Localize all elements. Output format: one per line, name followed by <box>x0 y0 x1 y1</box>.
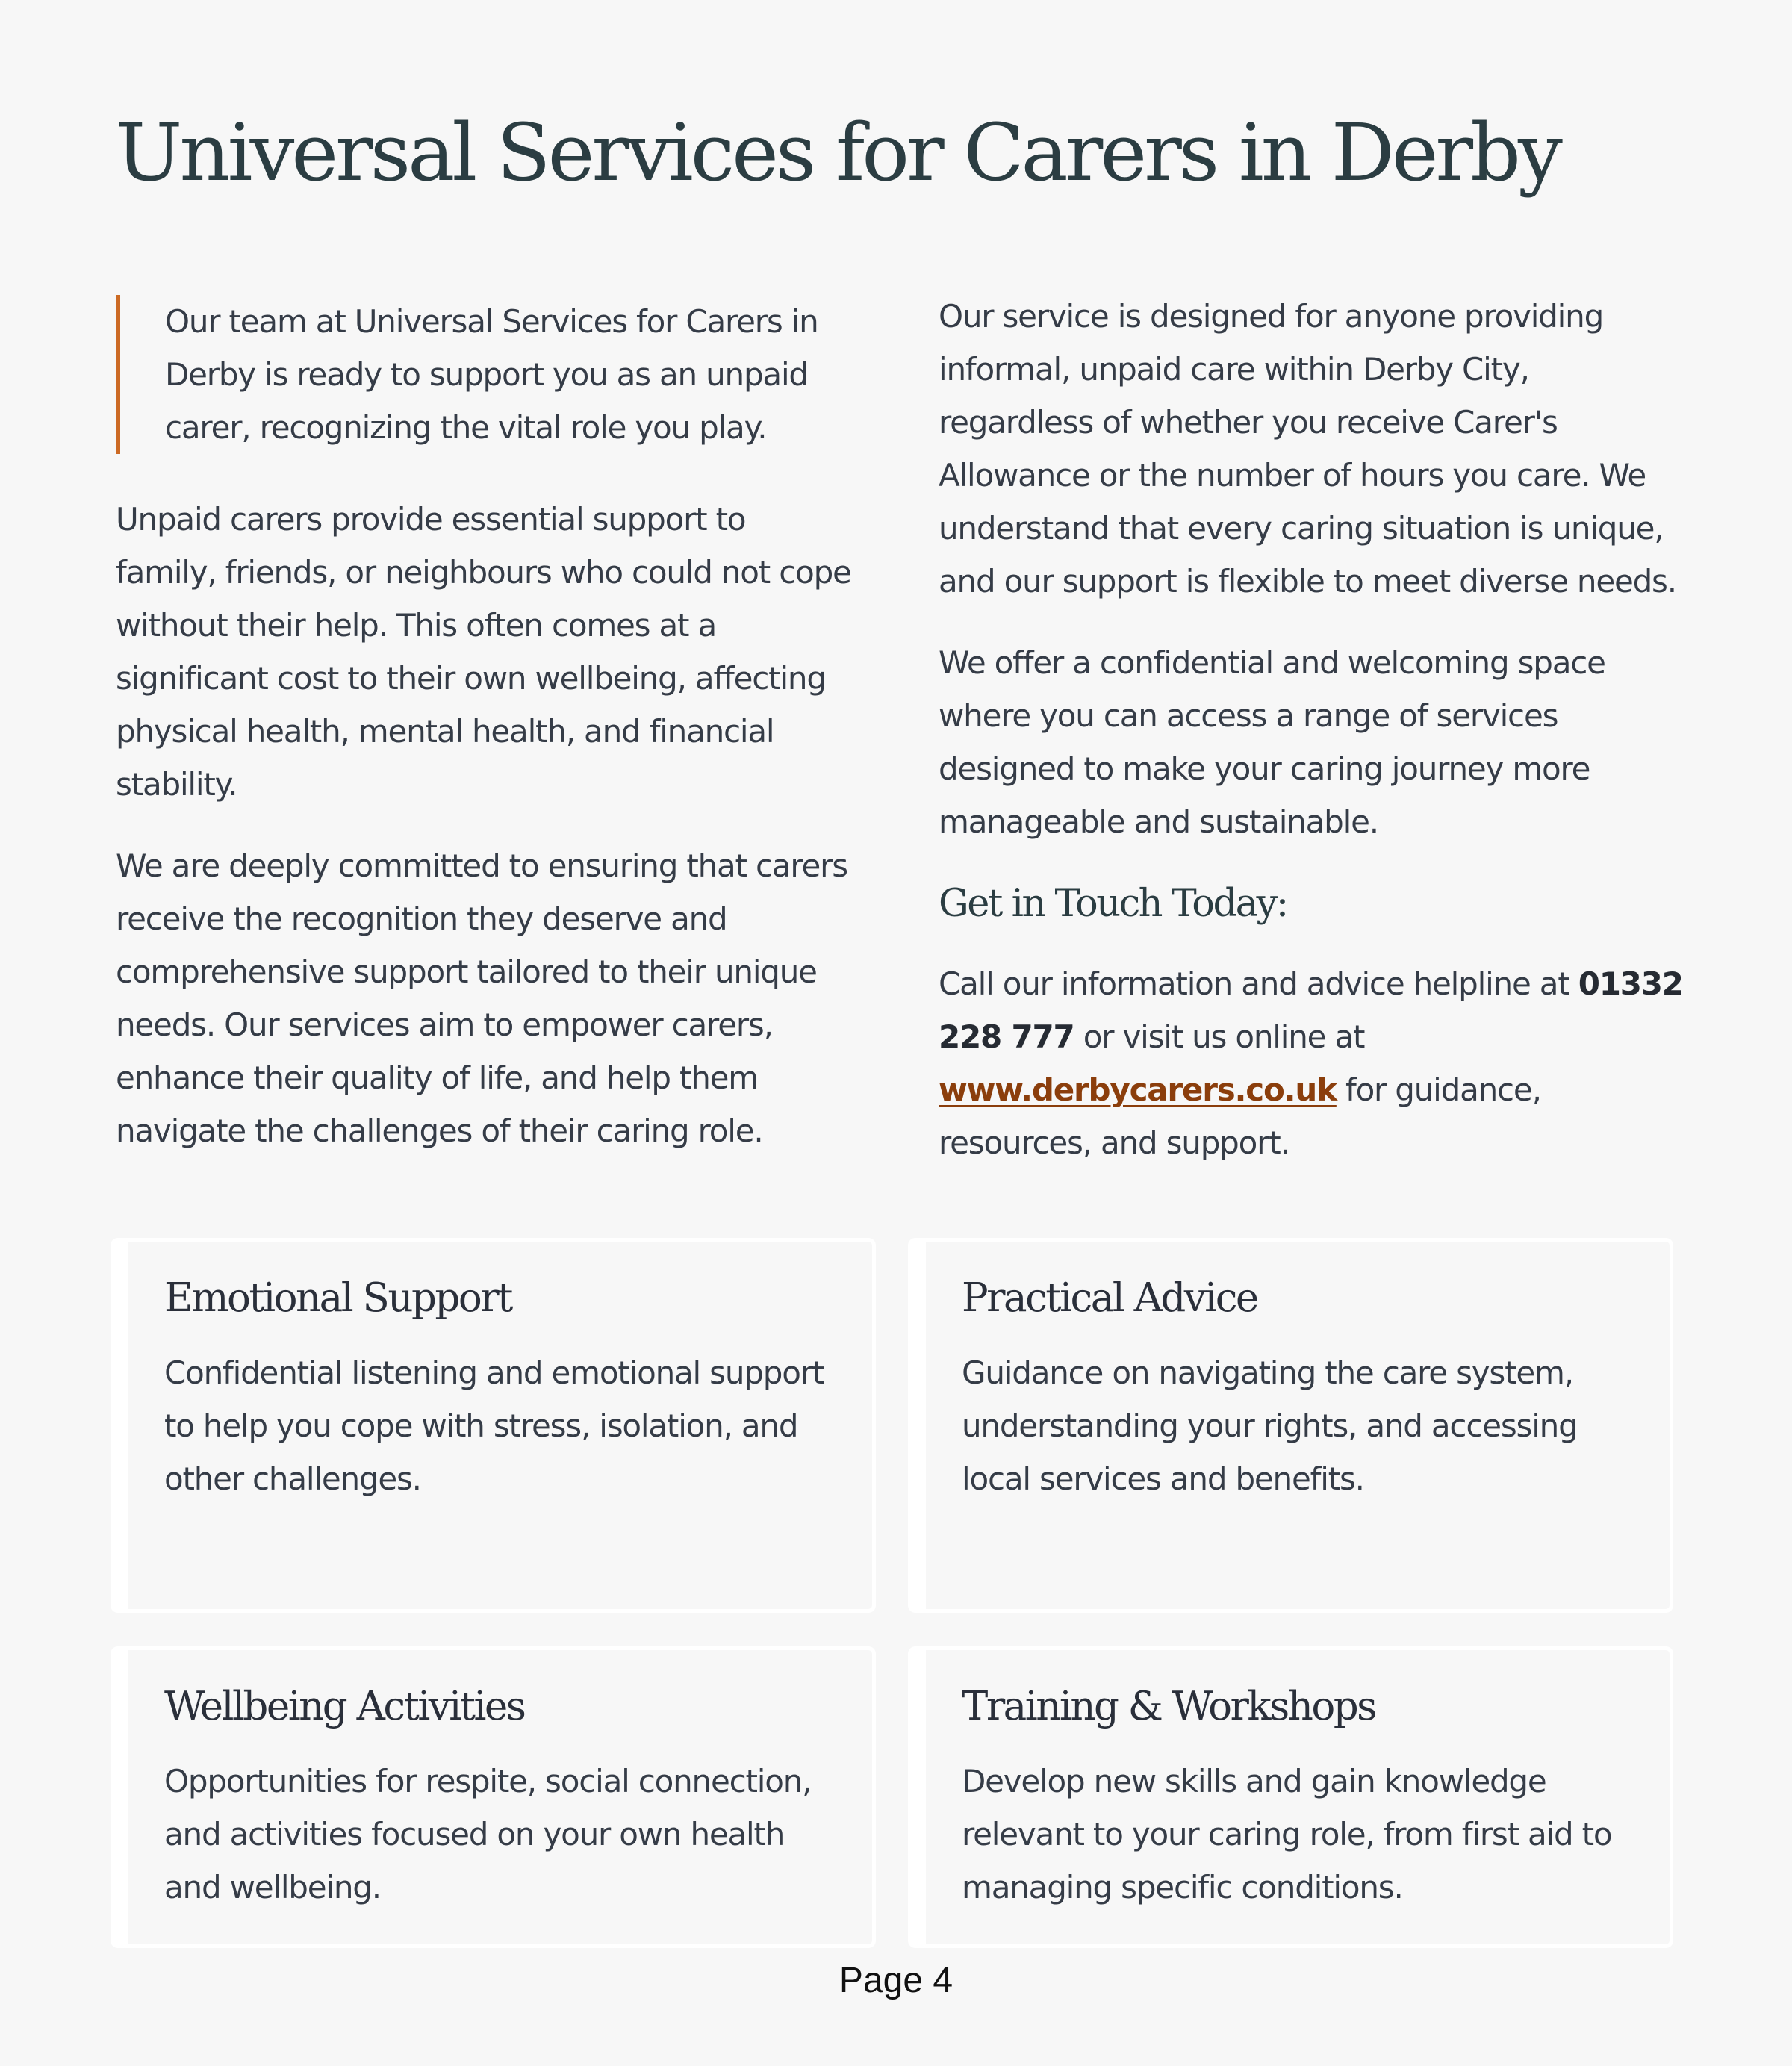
contact-suffix: for guidance, resources, and support. <box>939 1071 1541 1161</box>
contact-paragraph <box>939 957 1685 1169</box>
contact-prefix: Call our information and advice helpline at <box>939 965 1578 1002</box>
right-column <box>939 290 1685 1169</box>
service-card-wellbeing-activities <box>111 1646 876 1948</box>
paragraph-unpaid-carers: Unpaid carers provide essential support to family, friends, or neighbours who could not cope without their help. This often comes at a significant cost to their own wellbeing, affecting physical health, mental health, and financial stability. <box>116 501 851 803</box>
page-number: Page 4 <box>839 1961 953 2000</box>
intro-quote-text: Our team at Universal Services for Carers in Derby is ready to support you as an unpaid carer, recognizing the vital role you play. <box>165 303 818 446</box>
website-link[interactable]: www.derbycarers.co.uk <box>939 1071 1337 1108</box>
left-column <box>116 295 851 1157</box>
card-text: Develop new skills and gain knowledge relevant to your caring role, from first aid to managing specific conditions. <box>962 1763 1612 1905</box>
card-title: Wellbeing Activities <box>164 1684 525 1729</box>
page-title: Universal Services for Carers in Derby <box>116 107 1560 199</box>
card-title: Emotional Support <box>164 1275 511 1321</box>
paragraph-service-scope: Our service is designed for anyone providing informal, unpaid care within Derby City, regardless of whether you receive Carer's Allowance or the number of hours you care. We understand that every caring situation is unique, and our support is flexible to meet diverse needs. <box>939 298 1676 600</box>
service-card-training-workshops <box>908 1646 1673 1948</box>
helpline-number: 01332 228 777 <box>939 965 1683 1055</box>
contact-heading: Get in Touch Today: <box>939 882 1287 926</box>
intro-quote <box>116 295 851 454</box>
paragraph-commitment: We are deeply committed to ensuring that carers receive the recognition they deserve and comprehensive support tailored to their unique needs. Our services aim to empower carers, enhance their quality of life, and help them navigate the challenges of their caring role. <box>116 847 847 1149</box>
card-text: Confidential listening and emotional support to help you cope with stress, isolation, and other challenges. <box>164 1354 824 1497</box>
card-text: Guidance on navigating the care system, understanding your rights, and accessing local services and benefits. <box>962 1354 1578 1497</box>
service-card-emotional-support <box>111 1238 876 1613</box>
contact-mid: or visit us online at <box>1074 1018 1365 1055</box>
card-title: Practical Advice <box>962 1275 1257 1321</box>
card-text: Opportunities for respite, social connection, and activities focused on your own health and wellbeing. <box>164 1763 812 1905</box>
paragraph-confidential-space: We offer a confidential and welcoming space where you can access a range of services designed to make your caring journey more manageable and sustainable. <box>939 644 1605 840</box>
service-card-practical-advice <box>908 1238 1673 1613</box>
card-title: Training & Workshops <box>962 1684 1375 1729</box>
